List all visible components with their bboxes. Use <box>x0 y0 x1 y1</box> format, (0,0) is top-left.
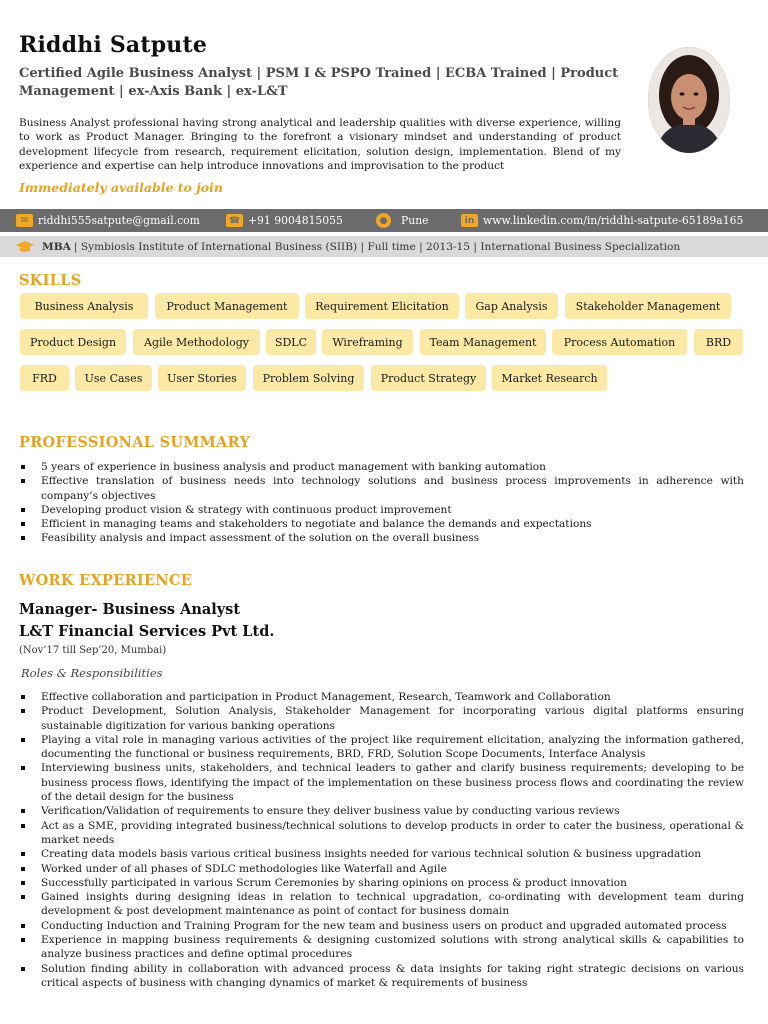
email-text: riddhi555satpute@gmail.com <box>38 214 200 227</box>
employment-dates: (Nov’17 till Sep’20, Mumbai) <box>19 645 167 656</box>
location-text: Pune <box>401 214 429 227</box>
skills-heading: SKILLS <box>19 272 82 289</box>
linkedin-icon: in <box>461 214 478 227</box>
skill-chip: BRD <box>694 329 743 355</box>
skill-chip: Product Strategy <box>371 365 486 391</box>
list-item: Verification/Validation of requirements to ensure they deliver business value by conducting various reviews <box>19 804 744 818</box>
list-item: Solution finding ability in collaboration with advanced process & data insights for taking right strategic decisions on various critical aspects of business with changing dynamics of market & requirements of business <box>19 962 744 991</box>
list-item: Gained insights during designing ideas in relation to technical upgradation, co-ordinating with development team during development & post development maintenance as point of contact for business domain <box>19 890 744 919</box>
skill-chip: Requirement Elicitation <box>305 293 459 319</box>
profile-photo <box>648 47 730 153</box>
skill-chip: Problem Solving <box>253 365 364 391</box>
responsibilities-list <box>19 690 744 990</box>
linkedin-contact[interactable] <box>461 209 743 232</box>
degree: MBA <box>42 240 71 253</box>
list-item: Experience in mapping business requirements & designing customized solutions with strong analytical skills & capabilities to analyze business practices and define optimal procedures <box>19 933 744 962</box>
location-contact <box>376 209 429 232</box>
skill-chip: Team Management <box>420 329 546 355</box>
work-experience-heading: WORK EXPERIENCE <box>19 572 193 589</box>
list-item: Feasibility analysis and impact assessment of the solution on the overall business <box>19 531 744 545</box>
skill-chip: Wireframing <box>322 329 413 355</box>
envelope-icon: ✉ <box>16 214 33 227</box>
phone-text: +91 9004815055 <box>248 214 343 227</box>
candidate-name: Riddhi Satpute <box>19 32 208 58</box>
list-item: Effective collaboration and participation in Product Management, Research, Teamwork and Collaboration <box>19 690 744 704</box>
list-item: Creating data models basis various critical business insights needed for various technical solution & business upgradation <box>19 847 744 861</box>
professional-summary-list <box>19 460 744 546</box>
skill-chip: FRD <box>20 365 69 391</box>
skill-chip: Agile Methodology <box>133 329 260 355</box>
job-title: Manager- Business Analyst <box>19 601 241 618</box>
skill-chip: Product Management <box>155 293 299 319</box>
phone-contact[interactable] <box>226 209 343 232</box>
list-item: Conducting Induction and Training Program for the new team and business users on product and upgraded automated process <box>19 919 744 933</box>
linkedin-text: www.linkedin.com/in/riddhi-satpute-65189a165 <box>483 214 744 227</box>
skill-chip: Product Design <box>20 329 126 355</box>
list-item: Successfully participated in various Scrum Ceremonies by sharing opinions on process & product innovation <box>19 876 744 890</box>
availability-note: Immediately available to join <box>19 180 223 195</box>
email-contact[interactable] <box>16 209 200 232</box>
roles-label: Roles & Responsibilities <box>21 666 163 680</box>
skill-chip: Stakeholder Management <box>565 293 731 319</box>
skill-chip: Market Research <box>492 365 607 391</box>
list-item: 5 years of experience in business analysis and product management with banking automation <box>19 460 744 474</box>
professional-summary-heading: PROFESSIONAL SUMMARY <box>19 434 251 451</box>
location-pin-icon: ● <box>376 213 391 228</box>
education-details: | Symbiosis Institute of International Business (SIIB) | Full time | 2013-15 | International Business Specialization <box>73 240 681 253</box>
skill-chip: Use Cases <box>75 365 152 391</box>
skill-chip: User Stories <box>158 365 246 391</box>
education-bar <box>0 236 768 257</box>
list-item: Worked under of all phases of SDLC methodologies like Waterfall and Agile <box>19 862 744 876</box>
list-item: Effective translation of business needs into technology solutions and business process improvements in adherence with company’s objectives <box>19 474 744 503</box>
list-item: Developing product vision & strategy with continuous product improvement <box>19 503 744 517</box>
list-item: Interviewing business units, stakeholders, and technical leaders to gather and clarify business requirements; developing to be business process flows, identifying the impact of the implementation on these business process flows and coordinating the review of the detail design for the business <box>19 761 744 804</box>
phone-icon: ☎ <box>226 214 243 227</box>
list-item: Act as a SME, providing integrated business/technical solutions to develop products in order to cater the business, operational & market needs <box>19 819 744 848</box>
skill-chip: Gap Analysis <box>465 293 558 319</box>
contact-bar <box>0 209 768 232</box>
profile-summary: Business Analyst professional having strong analytical and leadership qualities with diverse experience, willing to work as Product Manager. Bringing to the forefront a visionary mindset and understanding of product development lifecycle from research, requirement elicitation, solution design, implementation. Blend of my experience and expertise can help introduce innovations and improvisation to the product <box>19 117 621 172</box>
graduation-cap-icon <box>16 241 34 253</box>
list-item: Efficient in managing teams and stakeholders to negotiate and balance the demands and expectations <box>19 517 744 531</box>
skill-chip: Process Automation <box>552 329 687 355</box>
company-name: L&T Financial Services Pvt Ltd. <box>19 623 275 640</box>
list-item: Product Development, Solution Analysis, Stakeholder Management for incorporating various digital platforms ensuring sustainable digitization for various banking operations <box>19 704 744 733</box>
list-item: Playing a vital role in managing various activities of the project like requirement elicitation, analyzing the information gathered, documenting the functional or business requirements, BRD, FRD, Solution Scope Documents, Interface Analysis <box>19 733 744 762</box>
skill-chip: SDLC <box>266 329 316 355</box>
headline: Certified Agile Business Analyst | PSM I & PSPO Trained | ECBA Trained | Product Management | ex-Axis Bank | ex-L&T <box>19 66 619 99</box>
skill-chip: Business Analysis <box>20 293 148 319</box>
